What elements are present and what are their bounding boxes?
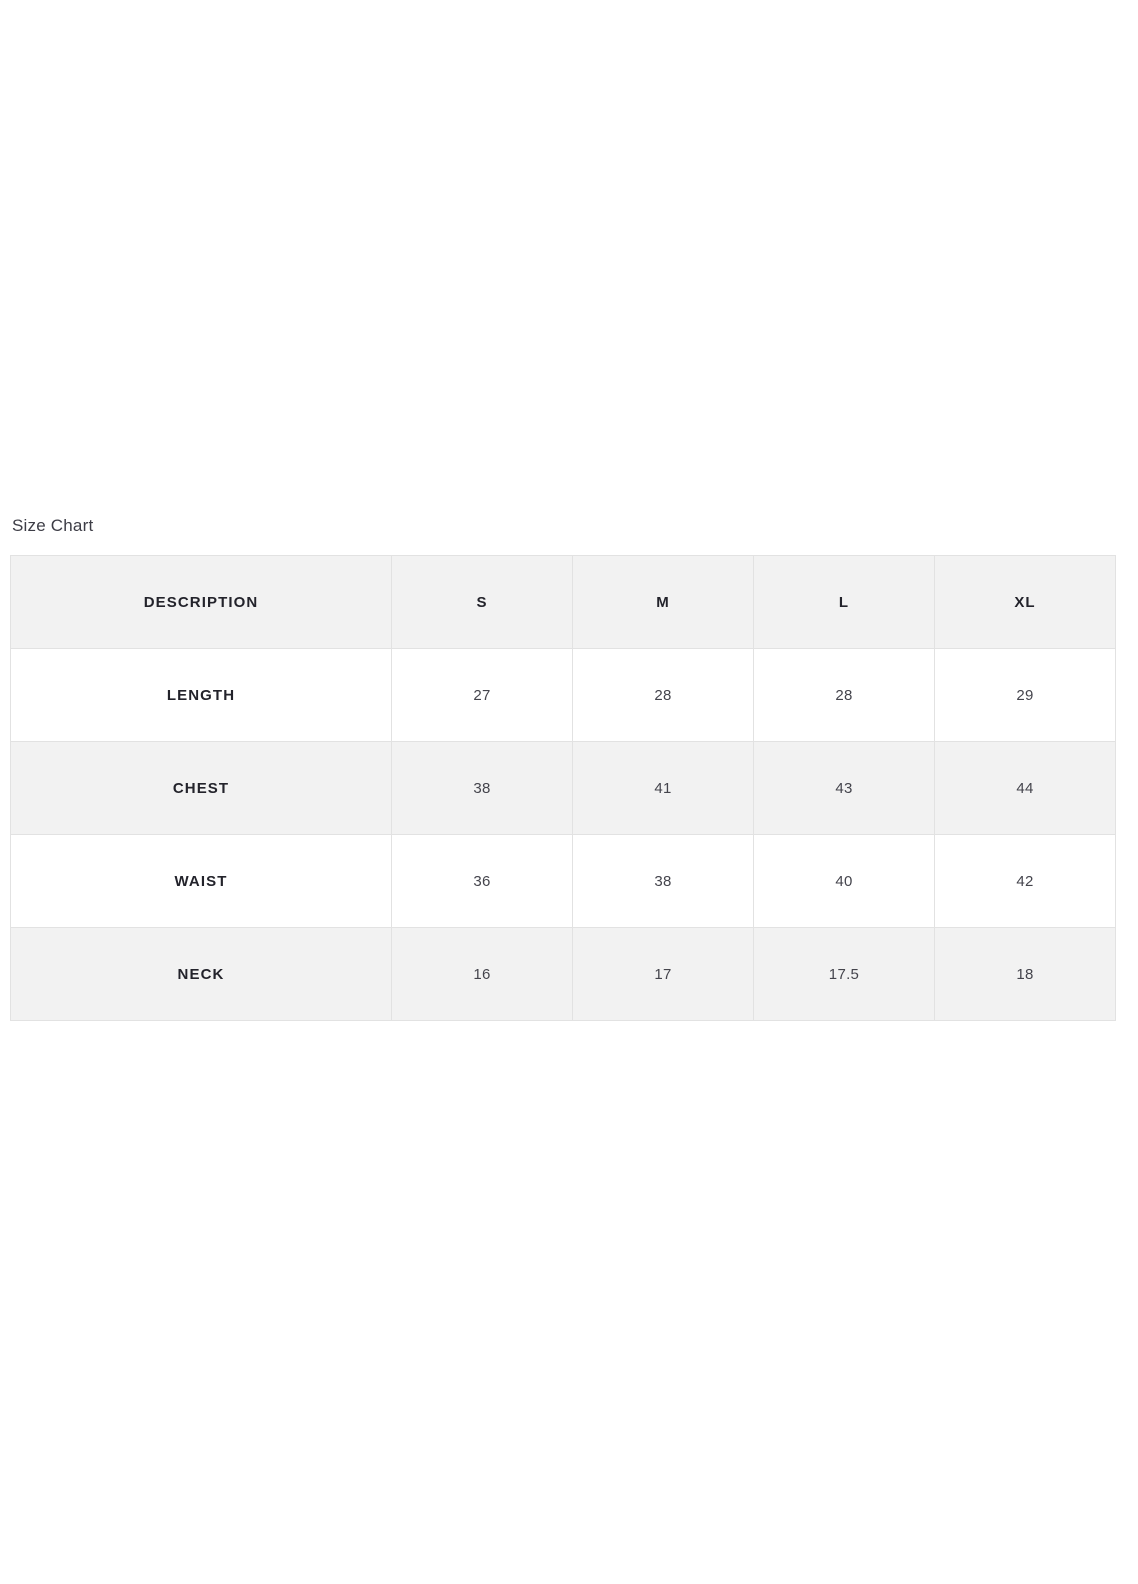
size-chart-section bbox=[10, 515, 1114, 1021]
column-header-m: M bbox=[573, 556, 754, 649]
cell-length-l: 28 bbox=[754, 649, 935, 742]
table-row bbox=[11, 835, 1116, 928]
column-header-l: L bbox=[754, 556, 935, 649]
column-header-description: DESCRIPTION bbox=[11, 556, 392, 649]
cell-waist-m: 38 bbox=[573, 835, 754, 928]
cell-waist-l: 40 bbox=[754, 835, 935, 928]
row-label-length: LENGTH bbox=[11, 649, 392, 742]
cell-neck-s: 16 bbox=[392, 928, 573, 1021]
table-body bbox=[11, 649, 1116, 1021]
size-chart-caption: Size Chart bbox=[12, 516, 94, 535]
column-header-xl: XL bbox=[935, 556, 1116, 649]
cell-neck-m: 17 bbox=[573, 928, 754, 1021]
table-row bbox=[11, 742, 1116, 835]
cell-waist-xl: 42 bbox=[935, 835, 1116, 928]
cell-length-s: 27 bbox=[392, 649, 573, 742]
cell-chest-l: 43 bbox=[754, 742, 935, 835]
cell-neck-l: 17.5 bbox=[754, 928, 935, 1021]
cell-length-m: 28 bbox=[573, 649, 754, 742]
table-row bbox=[11, 928, 1116, 1021]
cell-waist-s: 36 bbox=[392, 835, 573, 928]
cell-chest-xl: 44 bbox=[935, 742, 1116, 835]
size-chart-table bbox=[10, 555, 1116, 1021]
cell-chest-m: 41 bbox=[573, 742, 754, 835]
table-header-row bbox=[11, 556, 1116, 649]
table-row bbox=[11, 649, 1116, 742]
column-header-s: S bbox=[392, 556, 573, 649]
table-header bbox=[11, 556, 1116, 649]
row-label-neck: NECK bbox=[11, 928, 392, 1021]
cell-chest-s: 38 bbox=[392, 742, 573, 835]
cell-length-xl: 29 bbox=[935, 649, 1116, 742]
row-label-waist: WAIST bbox=[11, 835, 392, 928]
row-label-chest: CHEST bbox=[11, 742, 392, 835]
cell-neck-xl: 18 bbox=[935, 928, 1116, 1021]
